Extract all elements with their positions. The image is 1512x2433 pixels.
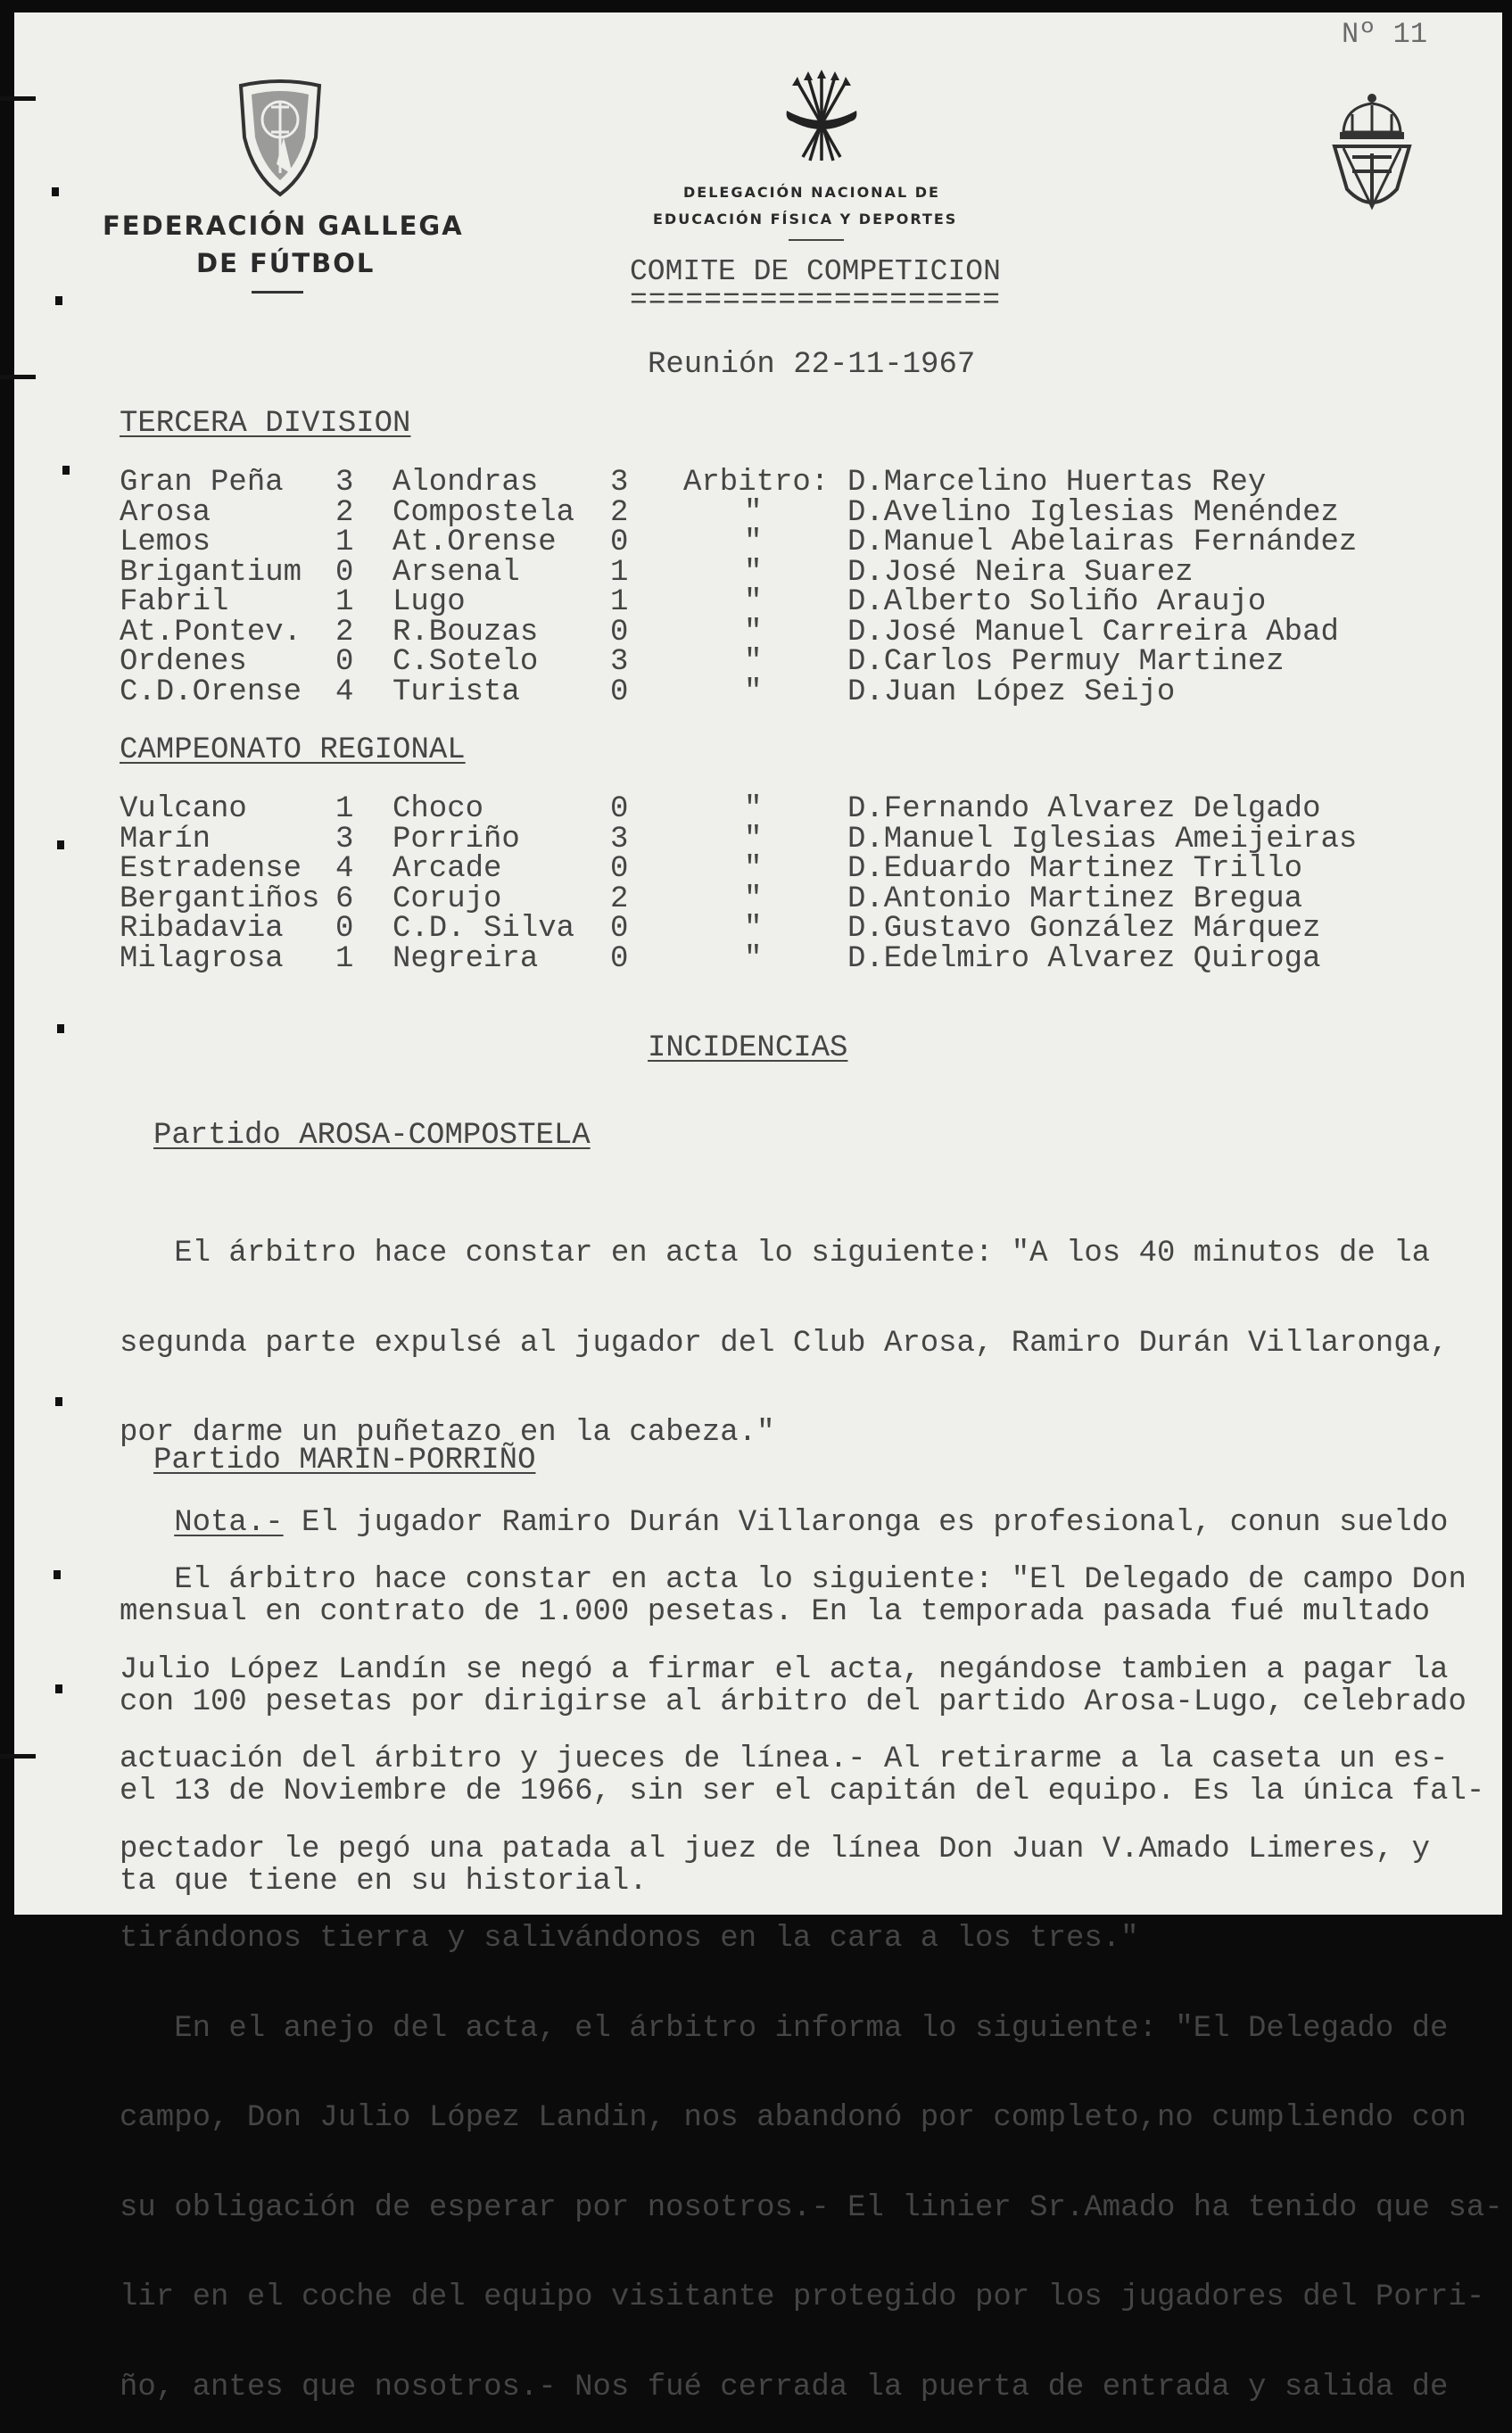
text-line: con 100 pesetas por dirigirse al árbitro del partido Arosa-Lugo, celebrado: [120, 1684, 1467, 1719]
text-line: su obligación de esperar por nosotros.- El linier Sr.Amado ha tenido que sa-: [120, 2190, 1503, 2225]
binder-mark: [55, 1684, 62, 1693]
table-row: [0, 495, 1339, 530]
home-score: 3: [335, 466, 354, 500]
federation-name-line1: FEDERACIÓN GALLEGA: [103, 211, 464, 241]
ditto-mark: ": [744, 525, 763, 559]
table-row: [0, 615, 1339, 650]
table-row: [0, 466, 1267, 500]
away-score: 0: [610, 852, 629, 886]
referee-name: D.Carlos Permuy Martinez: [847, 645, 1285, 679]
yoke-arrows-emblem-icon: [781, 68, 862, 166]
home-team: Milagrosa: [120, 941, 284, 976]
ditto-mark: ": [744, 822, 763, 857]
home-score: 6: [335, 881, 354, 916]
away-score: 0: [610, 792, 629, 826]
home-team: Lemos: [120, 525, 211, 559]
away-score: 3: [610, 466, 629, 500]
text-line: ño, antes que nosotros.- Nos fué cerrada la puerta de entrada y salida de: [120, 2370, 1449, 2404]
text-line: tirándonos tierra y salivándonos en la cara a los tres.": [120, 1922, 1139, 1956]
tercera-results-table: [0, 466, 1512, 716]
delegation-line1: DELEGACIÓN NACIONAL DE: [683, 184, 940, 201]
case-marin-porrino-heading: Partido MARIN-PORRIÑO: [153, 1444, 536, 1477]
referee-name: D.Gustavo González Márquez: [847, 912, 1321, 946]
campeonato-regional-heading: CAMPEONATO REGIONAL: [120, 733, 466, 767]
text-line: lir en el coche del equipo visitante protegido por los jugadores del Porri-: [120, 2280, 1485, 2314]
text-line: En el anejo del acta, el árbitro informa lo siguiente: "El Delegado de: [120, 2011, 1449, 2046]
away-team: R.Bouzas: [392, 615, 539, 650]
table-row: [0, 525, 1358, 559]
ditto-mark: ": [744, 881, 763, 916]
meeting-date: Reunión 22-11-1967: [648, 348, 976, 382]
referee-name: D.Manuel Abelairas Fernández: [847, 525, 1358, 559]
away-score: 3: [610, 822, 629, 857]
home-score: 0: [335, 645, 354, 679]
table-row: [0, 912, 1321, 946]
text-line: Julio López Landín se negó a firmar el acta, negándose tambien a pagar la: [120, 1652, 1449, 1687]
away-team: Compostela: [392, 495, 575, 530]
table-row: [0, 792, 1321, 826]
away-team: C.D. Silva: [392, 912, 575, 946]
away-score: 0: [610, 615, 629, 650]
federation-rule: [252, 291, 303, 294]
delegation-rule: [789, 239, 844, 241]
referee-name: D.Fernando Alvarez Delgado: [847, 792, 1321, 826]
table-row: [0, 852, 1303, 886]
document-title: COMITE DE COMPETICION: [630, 255, 1001, 288]
away-score: 2: [610, 495, 629, 530]
referee-name: D.Marcelino Huertas Rey: [847, 466, 1267, 500]
referee-name: D.Antonio Martinez Bregua: [847, 881, 1303, 916]
away-team: Lugo: [392, 585, 466, 619]
royal-federation-crest-icon: [1326, 91, 1418, 219]
binder-mark: [52, 187, 59, 196]
referee-name: D.José Manuel Carreira Abad: [847, 615, 1339, 650]
page-number: Nº 11: [1342, 18, 1428, 51]
text-line: pectador le pegó una patada al juez de línea Don Juan V.Amado Limeres, y: [120, 1832, 1431, 1866]
away-score: 3: [610, 645, 629, 679]
table-row: [0, 555, 1194, 590]
regional-results-table: [0, 792, 1512, 980]
incidencias-heading: INCIDENCIAS: [648, 1031, 848, 1065]
table-row: [0, 645, 1285, 679]
away-score: 0: [610, 941, 629, 976]
home-score: 0: [335, 912, 354, 946]
away-team: Choco: [392, 792, 484, 826]
table-row: [0, 822, 1358, 857]
home-score: 4: [335, 852, 354, 886]
away-team: Corujo: [392, 881, 502, 916]
home-score: 1: [335, 585, 354, 619]
away-score: 0: [610, 674, 629, 709]
home-score: 1: [335, 941, 354, 976]
nota-text: El jugador Ramiro Durán Villaronga es profesional, conun sueldo: [283, 1505, 1449, 1540]
ditto-mark: ": [744, 852, 763, 886]
away-team: C.Sotelo: [392, 645, 539, 679]
text-line: mensual en contrato de 1.000 pesetas. En la temporada pasada fué multado: [120, 1595, 1431, 1629]
delegation-line2: EDUCACIÓN FÍSICA Y DEPORTES: [653, 211, 958, 228]
home-score: 4: [335, 674, 354, 709]
home-team: Arosa: [120, 495, 211, 530]
ditto-mark: ": [744, 555, 763, 590]
case-arosa-compostela-heading: Partido AROSA-COMPOSTELA: [153, 1119, 591, 1153]
binder-hole: [0, 96, 36, 101]
home-team: At.Pontev.: [120, 615, 302, 650]
away-team: Arcade: [392, 852, 502, 886]
home-team: Vulcano: [120, 792, 247, 826]
ditto-mark: ": [744, 674, 763, 709]
referee-name: D.Edelmiro Alvarez Quiroga: [847, 941, 1321, 976]
table-row: [0, 941, 1321, 976]
away-score: 0: [610, 912, 629, 946]
text-line: el 13 de Noviembre de 1966, sin ser el capitán del equipo. Es la única fal-: [120, 1775, 1485, 1808]
home-score: 0: [335, 555, 354, 590]
away-score: 2: [610, 881, 629, 916]
referee-name: D.Alberto Soliño Araujo: [847, 585, 1267, 619]
home-team: Ordenes: [120, 645, 247, 679]
text-line: El árbitro hace constar en acta lo siguiente: "A los 40 minutos de la: [120, 1237, 1431, 1270]
ditto-mark: ": [744, 912, 763, 946]
home-team: Ribadavia: [120, 912, 284, 946]
referee-name: D.José Neira Suarez: [847, 555, 1194, 590]
home-team: C.D.Orense: [120, 674, 302, 709]
home-score: 2: [335, 615, 354, 650]
referee-label: Arbitro:: [683, 466, 830, 500]
text-line: actuación del árbitro y jueces de línea.- Al retirarme a la caseta un es-: [120, 1742, 1449, 1776]
binder-mark: [55, 1397, 62, 1406]
away-score: 1: [610, 585, 629, 619]
ditto-mark: ": [744, 941, 763, 976]
referee-name: D.Avelino Iglesias Menéndez: [847, 495, 1339, 530]
away-team: Arsenal: [392, 555, 520, 590]
binder-hole: [0, 1754, 36, 1759]
home-team: Marín: [120, 822, 211, 857]
federation-crest-icon: [235, 75, 325, 200]
binder-mark: [54, 1570, 61, 1579]
ditto-mark: ": [744, 495, 763, 530]
referee-name: D.Eduardo Martinez Trillo: [847, 852, 1303, 886]
home-team: Estradense: [120, 852, 302, 886]
ditto-mark: ": [744, 645, 763, 679]
away-score: 0: [610, 525, 629, 559]
home-score: 1: [335, 792, 354, 826]
home-team: Fabril: [120, 585, 229, 619]
ditto-mark: ": [744, 792, 763, 826]
home-team: Gran Peña: [120, 466, 284, 500]
home-score: 3: [335, 822, 354, 857]
binder-hole: [0, 375, 36, 379]
text-line: segunda parte expulsé al jugador del Club Arosa, Ramiro Durán Villaronga,: [120, 1326, 1449, 1361]
ditto-mark: ": [744, 585, 763, 619]
case-marin-porrino-report: [120, 1506, 1511, 2433]
text-line: campo, Don Julio López Landin, nos abandonó por completo,no cumpliendo con: [120, 2101, 1467, 2135]
home-team: Brigantium: [120, 555, 302, 590]
title-double-rule: ====================: [630, 284, 1002, 317]
binder-mark: [55, 296, 62, 305]
away-team: Alondras: [392, 466, 539, 500]
referee-name: D.Juan López Seijo: [847, 674, 1176, 709]
table-row: [0, 585, 1267, 619]
home-score: 2: [335, 495, 354, 530]
away-score: 1: [610, 555, 629, 590]
federation-name-line2: DE FÚTBOL: [196, 248, 376, 278]
away-team: Negreira: [392, 941, 539, 976]
referee-name: D.Manuel Iglesias Ameijeiras: [847, 822, 1358, 857]
away-team: Porriño: [392, 822, 520, 857]
nota-label: Nota.-: [174, 1505, 284, 1540]
away-team: At.Orense: [392, 525, 557, 559]
text-line: El árbitro hace constar en acta lo siguiente: "El Delegado de campo Don: [120, 1563, 1467, 1597]
ditto-mark: ": [744, 615, 763, 650]
away-team: Turista: [392, 674, 520, 709]
home-team: Bergantiños: [120, 881, 320, 916]
table-row: [0, 881, 1303, 916]
text-line: ta que tiene en su historial.: [120, 1864, 648, 1899]
tercera-division-heading: TERCERA DIVISION: [120, 407, 411, 441]
text-line: por darme un puñetazo en la cabeza.": [120, 1416, 775, 1450]
home-score: 1: [335, 525, 354, 559]
table-row: [0, 674, 1176, 709]
